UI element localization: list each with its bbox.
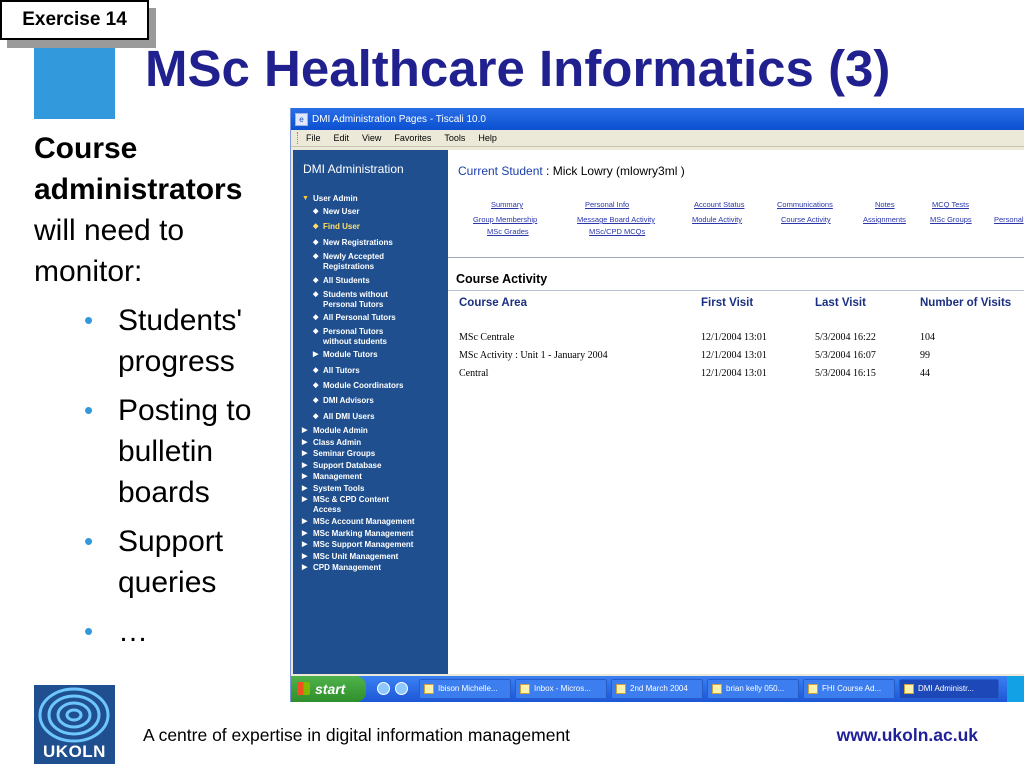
nav-item-msc-support-management[interactable]: ▶ MSc Support Management [302, 540, 414, 549]
table-cell: 12/1/2004 13:01 [701, 368, 767, 379]
nav-item-students-without-tutors[interactable]: ◆ Students without Personal Tutors [313, 290, 388, 309]
link-msc-groups[interactable]: MSc Groups [930, 215, 972, 224]
lead-rest-2: monitor: [34, 255, 143, 288]
folder-icon [616, 684, 626, 694]
col-last-visit: Last Visit [815, 297, 866, 309]
diamond-icon: ◆ [313, 277, 319, 284]
triangle-right-icon: ▶ [302, 541, 308, 548]
diamond-icon: ◆ [313, 397, 319, 404]
window-icon [808, 684, 818, 694]
link-module-activity[interactable]: Module Activity [692, 215, 743, 224]
diamond-icon: ◆ [313, 239, 319, 246]
nav-item-class-admin[interactable]: ▶ Class Admin [302, 438, 362, 447]
triangle-right-icon: ▶ [302, 553, 308, 560]
link-communications[interactable]: Communications [777, 200, 833, 209]
menu-tools[interactable]: Tools [444, 133, 466, 143]
triangle-right-icon: ▶ [302, 496, 308, 503]
triangle-right-icon: ▶ [302, 530, 308, 537]
link-message-board-activity[interactable]: Message Board Activity [577, 215, 655, 224]
col-number-of-visits: Number of Visits [920, 297, 1012, 309]
nav-item-management[interactable]: ▶ Management [302, 472, 362, 481]
bullet-line: bulletin [118, 435, 214, 468]
nav-item-all-personal-tutors[interactable]: ◆ All Personal Tutors [313, 313, 396, 322]
diamond-icon: ◆ [313, 253, 319, 260]
current-student-label: Current Student [458, 164, 543, 178]
nav-item-module-admin[interactable]: ▶ Module Admin [302, 426, 368, 435]
table-cell: 44 [920, 368, 930, 379]
nav-item-all-tutors[interactable]: ◆ All Tutors [313, 366, 360, 375]
menu-bar [291, 130, 1024, 147]
menu-favorites[interactable]: Favorites [394, 133, 432, 143]
diamond-icon: ◆ [313, 413, 319, 420]
diamond-icon: ◆ [313, 208, 319, 215]
window-icon [424, 684, 434, 694]
col-course-area: Course Area [459, 297, 527, 309]
triangle-right-icon: ▶ [302, 473, 308, 480]
current-student-value: : Mick Lowry (mlowry3ml ) [542, 164, 685, 178]
bullet-dot-icon: • [84, 305, 94, 335]
footer-url[interactable]: www.ukoln.ac.uk [836, 725, 978, 745]
nav-item-msc-account-management[interactable]: ▶ MSc Account Management [302, 517, 415, 526]
start-button[interactable]: start [291, 676, 366, 702]
triangle-right-icon: ▶ [302, 427, 308, 434]
current-student-panel [448, 150, 1024, 258]
menu-view[interactable]: View [362, 133, 382, 143]
table-cell: MSc Activity : Unit 1 - January 2004 [459, 350, 608, 361]
triangle-right-icon: ▶ [313, 351, 319, 358]
link-assignments[interactable]: Assignments [863, 215, 906, 224]
triangle-right-icon: ▶ [302, 450, 308, 457]
bullet-item [84, 521, 284, 603]
taskbar-item[interactable]: brian kelly 050... [707, 679, 799, 699]
slide-title: MSc Healthcare Informatics (3) [145, 40, 891, 97]
browser-screenshot [290, 108, 1024, 702]
menu-help[interactable]: Help [478, 133, 497, 143]
taskbar-item-active[interactable]: DMI Administr... [899, 679, 999, 699]
ukoln-logo [34, 685, 115, 764]
menu-file[interactable]: File [306, 133, 321, 143]
main-content [448, 150, 1024, 674]
outlook-icon [520, 684, 530, 694]
ie-quicklaunch-icon[interactable] [377, 682, 390, 695]
triangle-down-icon: ▼ [302, 195, 309, 202]
windows-flag-icon [297, 682, 310, 695]
table-cell: 5/3/2004 16:22 [815, 332, 876, 343]
window-titlebar[interactable] [291, 108, 1024, 130]
nav-item-cpd-management[interactable]: ▶ CPD Management [302, 563, 382, 572]
nav-item-msc-cpd-content[interactable]: ▶ MSc & CPD Content Access [302, 495, 389, 514]
footer-tagline: A centre of expertise in digital information management [143, 725, 571, 745]
table-cell: 5/3/2004 16:15 [815, 368, 876, 379]
diamond-icon: ◆ [313, 291, 319, 298]
browser-app-icon: e [295, 113, 308, 126]
nav-item-msc-unit-management[interactable]: ▶ MSc Unit Management [302, 552, 399, 561]
diamond-icon: ◆ [313, 223, 319, 230]
taskbar-item[interactable]: FHI Course Ad... [803, 679, 895, 699]
window-icon [904, 684, 914, 694]
bullet-list [84, 300, 284, 660]
link-personal-info[interactable]: Personal Info [585, 200, 630, 209]
system-tray[interactable] [1007, 676, 1024, 702]
nav-item-module-tutors[interactable]: ▶ Module Tutors [313, 350, 378, 359]
nav-item-all-students[interactable]: ◆ All Students [313, 276, 370, 285]
lead-rest-1: will need to [34, 214, 185, 247]
triangle-right-icon: ▶ [302, 564, 308, 571]
windows-taskbar [291, 676, 1024, 702]
triangle-right-icon: ▶ [302, 439, 308, 446]
exercise-tag: Exercise 14 [0, 0, 149, 40]
diamond-icon: ◆ [313, 328, 319, 335]
nav-item-tutors-without-students[interactable]: ◆ Personal Tutors without students [313, 327, 387, 346]
bullet-dot-icon: • [84, 395, 94, 425]
bullet-item [84, 611, 284, 652]
table-cell: Central [459, 368, 489, 379]
link-account-status[interactable]: Account Status [694, 200, 745, 209]
bullet-line: boards [118, 476, 210, 509]
table-cell: 12/1/2004 13:01 [701, 350, 767, 361]
bullet-dot-icon: • [84, 616, 94, 646]
nav-item-all-dmi-users[interactable]: ◆ All DMI Users [313, 412, 375, 421]
bullet-item [84, 300, 284, 382]
nav-item-seminar-groups[interactable]: ▶ Seminar Groups [302, 449, 376, 458]
nav-item-new-registrations[interactable]: ◆ New Registrations [313, 238, 393, 247]
menu-edit[interactable]: Edit [333, 133, 350, 143]
bullet-line: Posting to [118, 394, 252, 427]
table-cell: 5/3/2004 16:07 [815, 350, 876, 361]
link-notes[interactable]: Notes [875, 200, 895, 209]
bullet-line: Support [118, 525, 224, 558]
link-msc-cpd-mcqs[interactable]: MSc/CPD MCQs [589, 227, 646, 236]
nav-item-system-tools[interactable]: ▶ System Tools [302, 484, 365, 493]
bullet-line: queries [118, 566, 217, 599]
taskbar-item[interactable]: Ibison Michelle... [419, 679, 511, 699]
current-student-heading [458, 164, 685, 178]
nav-item-msc-marking-management[interactable]: ▶ MSc Marking Management [302, 529, 414, 538]
triangle-right-icon: ▶ [302, 462, 308, 469]
diamond-icon: ◆ [313, 382, 319, 389]
link-mcq-tests[interactable]: MCQ Tests [932, 200, 969, 209]
lead-text [34, 128, 284, 292]
nav-item-new-user[interactable]: ◆ New User [313, 207, 360, 216]
nav-item-newly-accepted[interactable]: ◆ Newly Accepted Registrations [313, 252, 385, 271]
taskbar-item[interactable]: Inbox - Micros... [515, 679, 607, 699]
table-cell: 12/1/2004 13:01 [701, 332, 767, 343]
link-course-activity[interactable]: Course Activity [781, 215, 831, 224]
triangle-right-icon: ▶ [302, 518, 308, 525]
link-msc-grades[interactable]: MSc Grades [487, 227, 529, 236]
nav-item-find-user[interactable]: ◆ Find User [313, 222, 360, 231]
link-summary[interactable]: Summary [491, 200, 524, 209]
table-cell: 104 [920, 332, 935, 343]
link-group-membership[interactable]: Group Membership [473, 215, 538, 224]
logo-text: UKOLN [43, 742, 106, 761]
table-cell: 99 [920, 350, 930, 361]
nav-title: DMI Administration [303, 162, 404, 176]
window-title: DMI Administration Pages - Tiscali 10.0 [312, 113, 486, 125]
bullet-line: progress [118, 345, 235, 378]
document-icon [712, 684, 722, 694]
nav-item-module-coordinators[interactable]: ◆ Module Coordinators [313, 381, 404, 390]
triangle-right-icon: ▶ [302, 485, 308, 492]
taskbar-item[interactable]: 2nd March 2004 [611, 679, 703, 699]
nav-item-dmi-advisors[interactable]: ◆ DMI Advisors [313, 396, 374, 405]
bullet-dot-icon: • [84, 526, 94, 556]
bullet-line: Students' [118, 304, 243, 337]
lead-bold-2: administrators [34, 173, 243, 206]
diamond-icon: ◆ [313, 367, 319, 374]
dmi-nav-panel [293, 150, 448, 674]
lead-bold-1: Course [34, 132, 138, 165]
toolbar-grip[interactable] [297, 132, 300, 144]
quicklaunch-icon[interactable] [395, 682, 408, 695]
col-first-visit: First Visit [701, 297, 754, 309]
bullet-item [84, 390, 284, 513]
nav-item-support-database[interactable]: ▶ Support Database [302, 461, 382, 470]
divider [448, 290, 1024, 291]
bullet-line: … [118, 615, 148, 648]
course-activity-title: Course Activity [456, 272, 548, 286]
table-cell: MSc Centrale [459, 332, 515, 343]
diamond-icon: ◆ [313, 314, 319, 321]
link-personal[interactable]: Personal [994, 215, 1024, 224]
nav-item-user-admin[interactable]: ▼ User Admin [302, 194, 358, 203]
